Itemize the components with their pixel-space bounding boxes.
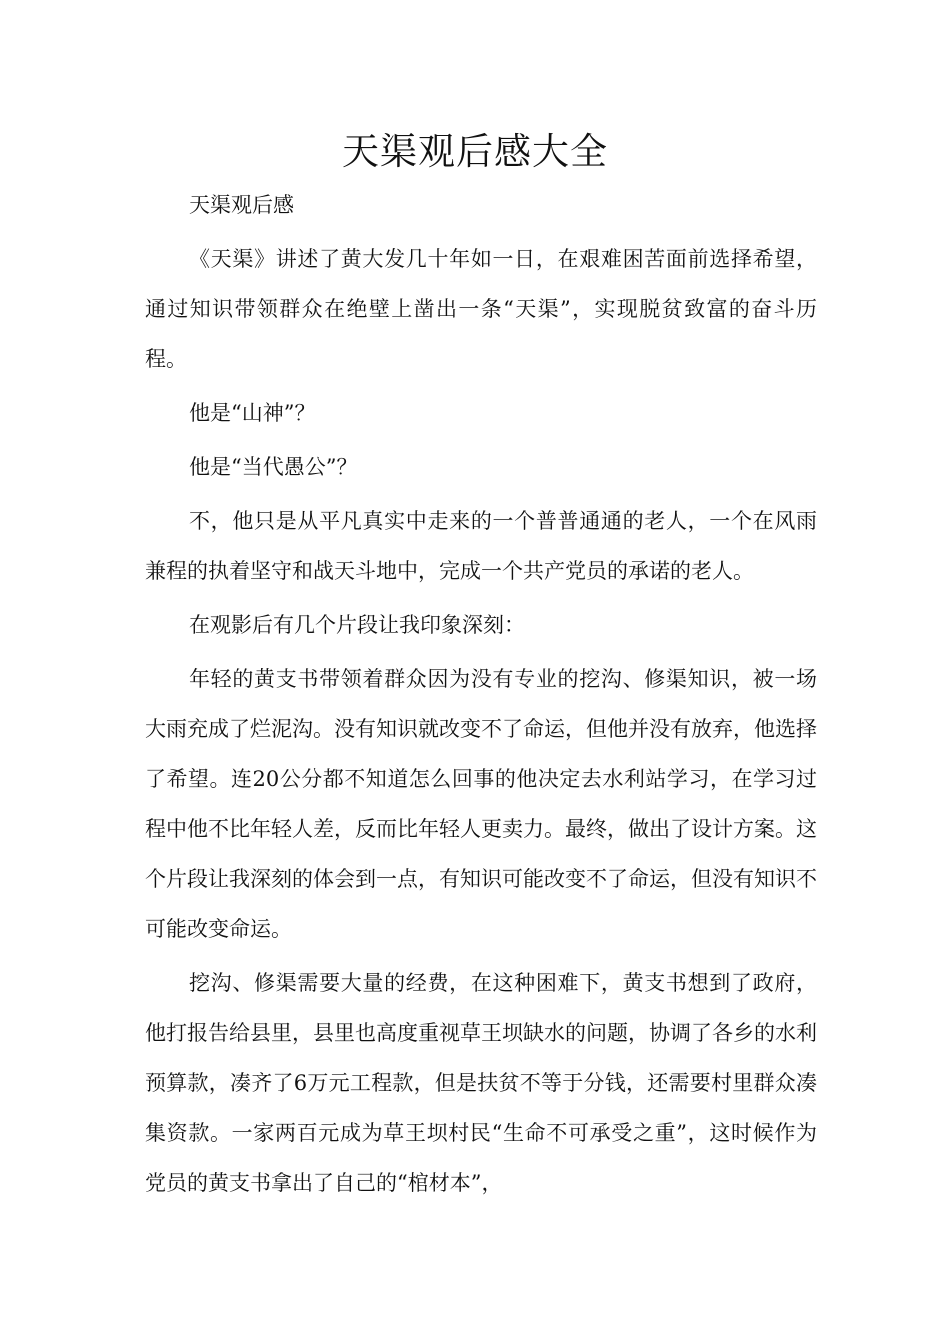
document-body	[145, 180, 817, 1212]
paragraph: 年轻的黄支书带领着群众因为没有专业的挖沟、修渠知识，被一场大雨充成了烂泥沟。没有知识就改变不了命运，但他并没有放弃，他选择了希望。连20公分都不知道怎么回事的他决定去水利站学习，在学习过程中他不比年轻人差，反而比年轻人更卖力。最终，做出了设计方案。这个片段让我深刻的体会到一点，有知识可能改变不了命运，但没有知识不可能改变命运。	[145, 667, 817, 941]
paragraph-subtitle: 天渠观后感	[189, 193, 294, 217]
paragraph: 不，他只是从平凡真实中走来的一个普普通通的老人，一个在风雨兼程的执着坚守和战天斗地中，完成一个共产党员的承诺的老人。	[145, 509, 817, 583]
paragraph: 他是“山神”？	[189, 401, 316, 425]
paragraph: 《天渠》讲述了黄大发几十年如一日，在艰难困苦面前选择希望，通过知识带领群众在绝壁上凿出一条“天渠”，实现脱贫致富的奋斗历程。	[145, 247, 817, 371]
paragraph: 在观影后有几个片段让我印象深刻：	[189, 613, 525, 637]
document-title: 天渠观后感大全	[342, 130, 608, 173]
paragraph: 挖沟、修渠需要大量的经费，在这种困难下，黄支书想到了政府，他打报告给县里，县里也高度重视草王坝缺水的问题，协调了各乡的水利预算款，凑齐了6万元工程款，但是扶贫不等于分钱，还需要村里群众凑集资款。一家两百元成为草王坝村民“生命不可承受之重”，这时候作为党员的黄支书拿出了自己的“棺材本”，	[145, 971, 817, 1195]
paragraph: 他是“当代愚公”？	[189, 455, 358, 479]
